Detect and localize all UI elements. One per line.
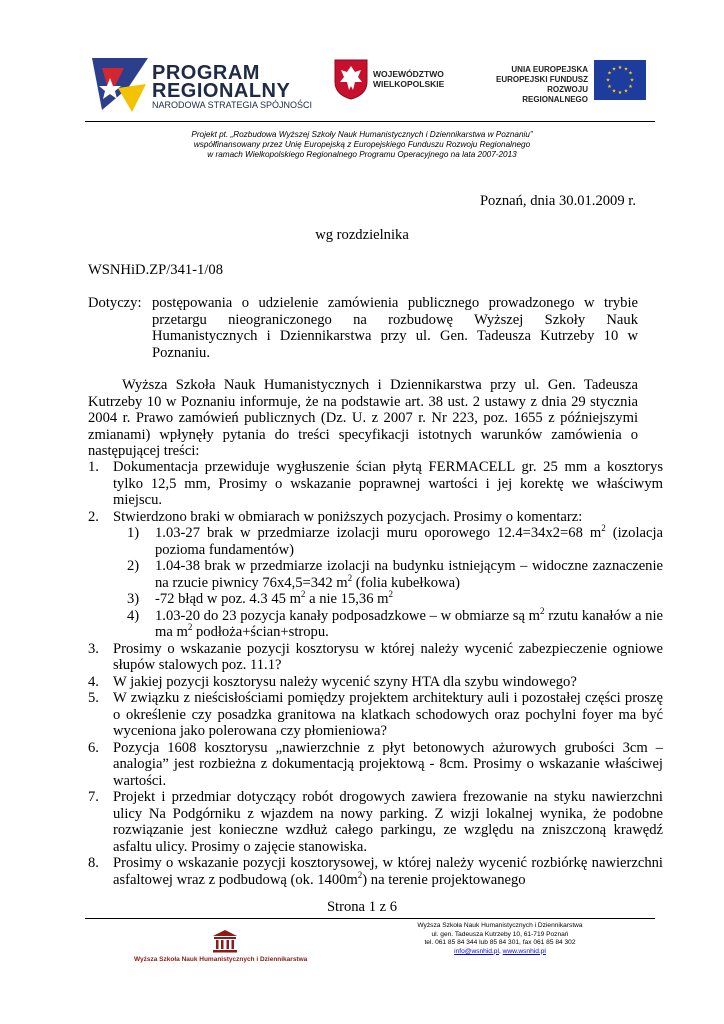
superscript: 2 [300,589,306,600]
email-link[interactable]: info@wsnhid.pl [454,947,499,955]
wojewodztwo-line1: WOJEWÓDZTWO [373,69,444,79]
program-title-line1: PROGRAM [152,62,260,84]
svg-text:★: ★ [617,90,623,96]
sub-item-number: 2) [127,558,140,574]
svg-text:★: ★ [628,84,633,90]
item-text: Stwierdzono braki w obmiarach w poniższych pozycjach. Prosimy o komentarz: [113,508,583,525]
list-item [88,459,663,509]
letter-signature: WSNHiD.ZP/341-1/08 [88,262,223,278]
website-link[interactable]: www.wsnhid.pl [502,947,546,955]
ue-line2: EUROPEJSKI FUNDUSZ [495,75,588,84]
sub-item-text: a nie 15,36 m [305,591,389,607]
program-subtitle: NARODOWA STRATEGIA SPÓJNOŚCI [152,100,313,110]
header-divider [85,121,655,122]
eu-flag-icon [594,60,646,100]
letter-date: Poznań, dnia 30.01.2009 r. [479,193,636,209]
footer-line2: ul. gen. Tadeusza Kutrzeby 10, 61-719 Poznań [431,930,569,938]
item-text: Dokumentacja przewiduje wygłuszenie ścian płytą FERMACELL gr. 25 mm a kosztorys tylko 12,5 mm, Prosimy o wskazanie poprawnej wartości i jej korektę we właściwym miejscu. [113,459,663,508]
sub-item-text: 1.03-27 brak w przedmiarze izolacji muru oporowego 12.4=34x2=68 m [155,525,602,541]
footer-address [400,922,600,956]
item-text: W związku z nieścisłościami pomiędzy projektem architektury auli i pozostałej części proszę o określenie czy posadzka granitowa na klatkach schodowych oraz pochylni foyer ma być wyceniona jako polerowana czy płomieniowa? [113,690,663,739]
project-line1: Projekt pt. „Rozbudowa Wyższej Szkoły Nauk Humanistycznych i Dziennikarstwa w Poznaniu” [191,130,533,139]
superscript: 2 [601,523,606,534]
sub-item-text: 1.04-38 brak w przedmiarze izolacji na budynku istniejącym – widoczne zaznaczenie na rzucie piwnicy 76x4,5=342 m [155,558,663,591]
superscript: 2 [388,589,394,600]
program-title-line2: REGIONALNY [152,80,291,102]
item-text: Prosimy o wskazanie pozycji kosztorysowej, w której należy wycenić rozbiórkę nawierzchni asfaltowej wraz z podbudową (ok. 1400m [113,855,663,888]
list-item [88,673,663,691]
list-item [88,508,664,641]
svg-text:★: ★ [607,70,612,77]
sub-item-number: 4) [127,607,140,624]
svg-text:★: ★ [611,88,617,95]
item-number: 8. [88,855,99,871]
svg-text:★: ★ [605,77,611,84]
item-number: 4. [88,673,99,690]
superscript: 2 [347,572,353,583]
footer-divider [85,918,655,919]
subject-text: postępowania o udzielenie zamówienia publicznego prowadzonego w trybie przetargu nieograniczonego na rozbudowę Wyższej Szkoły Nauk Humanistycznych i Dziennikarstwa przy ul. Gen. Tadeusza Kutrzeby 10 w Poznaniu. [152,295,638,361]
sub-item-text: -72 błąd w poz. 4.3 45 m [155,591,301,607]
project-info [88,130,636,160]
item-number: 7. [88,789,99,805]
questions-list [88,459,663,888]
separator: , [498,947,503,955]
letter-recipient: wg rozdzielnika [315,227,409,243]
superscript: 2 [357,869,363,880]
item-number: 1. [88,459,99,475]
svg-text:★: ★ [623,88,629,95]
item-number: 2. [88,508,99,525]
superscript: 2 [540,605,545,616]
sub-item-number: 3) [127,591,140,607]
item-text: Prosimy o wskazanie pozycji kosztorysu w której należy wycenić zabezpieczenie ogniowe słupów stalowych poz. 11.1? [113,640,663,673]
svg-text:★: ★ [611,66,617,73]
ue-line1: UNIA EUROPEJSKA [511,65,588,74]
footer-line3: tel. 061 85 84 344 lub 85 84 301, fax 061 85 84 302 [424,939,576,946]
sub-item-number: 1) [127,525,140,541]
project-line3: w ramach Wielkopolskiego Regionalnego Programu Operacyjnego na lata 2007-2013 [207,150,517,159]
svg-text:★: ★ [628,70,633,77]
school-logo-text: Wyższa Szkoła Nauk Humanistycznych i Dziennikarstwa [134,956,308,963]
page-number: Strona 1 z 6 [326,899,398,915]
sub-item-text: podłoża+ścian+stropu. [192,624,329,640]
program-regionalny-logo [88,48,152,120]
sub-list-item [127,589,663,608]
svg-text:★: ★ [623,66,629,73]
ue-line3: ROZWOJU REGIONALNEGO [522,85,588,104]
svg-text:★: ★ [617,65,623,71]
sub-list-item [127,558,663,591]
footer-line1: Wyższa Szkoła Nauk Humanistycznych i Dziennikarstwa [417,922,583,929]
item-text: W jakiej pozycji kosztorysu należy wycenić szyny HTA dla szybu windowego? [113,673,577,690]
subject-label: Dotyczy: [88,295,142,311]
list-item [88,739,663,790]
list-item [88,640,663,674]
svg-text:★: ★ [629,77,635,84]
superscript: 2 [187,622,193,633]
item-text: Projekt i przedmiar dotyczący robót drogowych zawiera frezowanie na styku nawierzchni ulicy Na Podgórniku z wjazdem na nowy parking. Z wizji lokalnej wynika, że podobne rozwiązanie jest konieczne wzdłuż całego parkingu, ze względu na zniszczoną krawędź asfaltu ulicy. Prosimy o zajęcie stanowiska. [113,789,663,855]
sub-item-text: (izolacja pozioma fundamentów) [155,525,663,558]
sub-list-item [127,523,663,558]
wojewodztwo-coat-of-arms-icon [333,58,369,100]
item-number: 6. [88,739,99,756]
project-line2: współfinansowany przez Unię Europejską z Europejskiego Funduszu Rozwoju Regionalnego [193,140,531,149]
item-text: ) na terenie projektowanego [362,871,526,888]
sub-item-text: (folia kubełkowa) [352,574,460,591]
sub-list [113,525,663,641]
school-building-icon [212,929,238,953]
list-item [88,690,663,740]
intro-paragraph: Wyższa Szkoła Nauk Humanistycznych i Dziennikarstwa przy ul. Gen. Tadeusza Kutrzeby 10 w Poznaniu informuje, że na podstawie art. 38 ust. 2 ustawy z dnia 29 stycznia 2004 r. Prawo zamówień publicznych (Dz. U. z 2007 r. Nr 223, poz. 1655 z późniejszymi zmianami) wpłynęły pytania do treści specyfikacji istotnych warunków zamówienia o następującej treści: [88,377,638,459]
item-text: Pozycja 1608 kosztorysu „nawierzchnie z płyt betonowych ażurowych grubości 3cm – analogia” jest rozbieżna z dokumentacją projektową - 8cm. Prosimy o wskazanie właściwej wartości. [113,739,663,789]
sub-item-text: rzutu kanałów a nie ma m [155,607,664,640]
wojewodztwo-label [373,69,444,89]
wojewodztwo-line2: WIELKOPOLSKIE [373,79,445,89]
item-number: 5. [88,690,99,706]
list-item [88,855,663,888]
svg-text:★: ★ [607,84,612,90]
sub-list-item [127,605,664,641]
sub-item-text: 1.03-20 do 23 pozycja kanały podposadzkowe – w obmiarze są m [155,607,541,624]
item-number: 3. [88,640,99,657]
list-item [88,789,663,855]
ue-label [490,65,588,105]
